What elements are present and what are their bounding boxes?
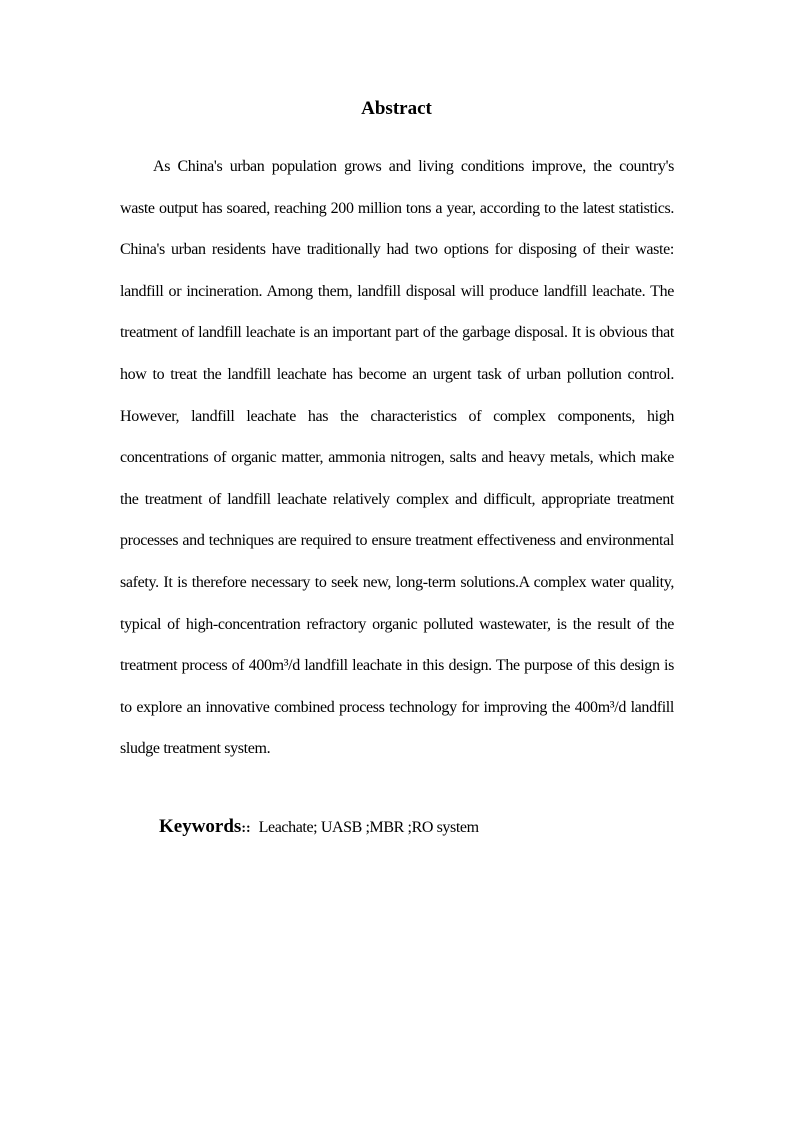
keywords-value: Leachate; UASB ;MBR ;RO system [258,819,479,836]
abstract-body: As China's urban population grows and living conditions improve, the country's waste output has soared, reaching 200 million tons a year, according to the latest statistics. China's urban residents have traditionally had two options for disposing of their waste: landfill or incineration. Among them, landfill disposal will produce landfill leachate. The treatment of landfill leachate is an important part of the garbage disposal. It is obvious that how to treat the landfill leachate has become an urgent task of urban pollution control. However, landfill leachate has the characteristics of complex components, high concentrations of organic matter, ammonia nitrogen, salts and heavy metals, which make the treatment of landfill leachate relatively complex and difficult, appropriate treatment processes and techniques are required to ensure treatment effectiveness and environmental safety. It is therefore necessary to seek new, long-term solutions.A complex water quality, typical of high-concentration refractory organic polluted wastewater, is the result of the treatment process of 400m³/d landfill leachate in this design. The purpose of this design is to explore an innovative combined process technology for improving the 400m³/d landfill sludge treatment system. [120,158,674,758]
abstract-title: Abstract [361,98,432,119]
keywords-label: Keywords [159,816,242,837]
keywords-line [159,813,659,843]
keywords-separator: :: [241,821,251,836]
